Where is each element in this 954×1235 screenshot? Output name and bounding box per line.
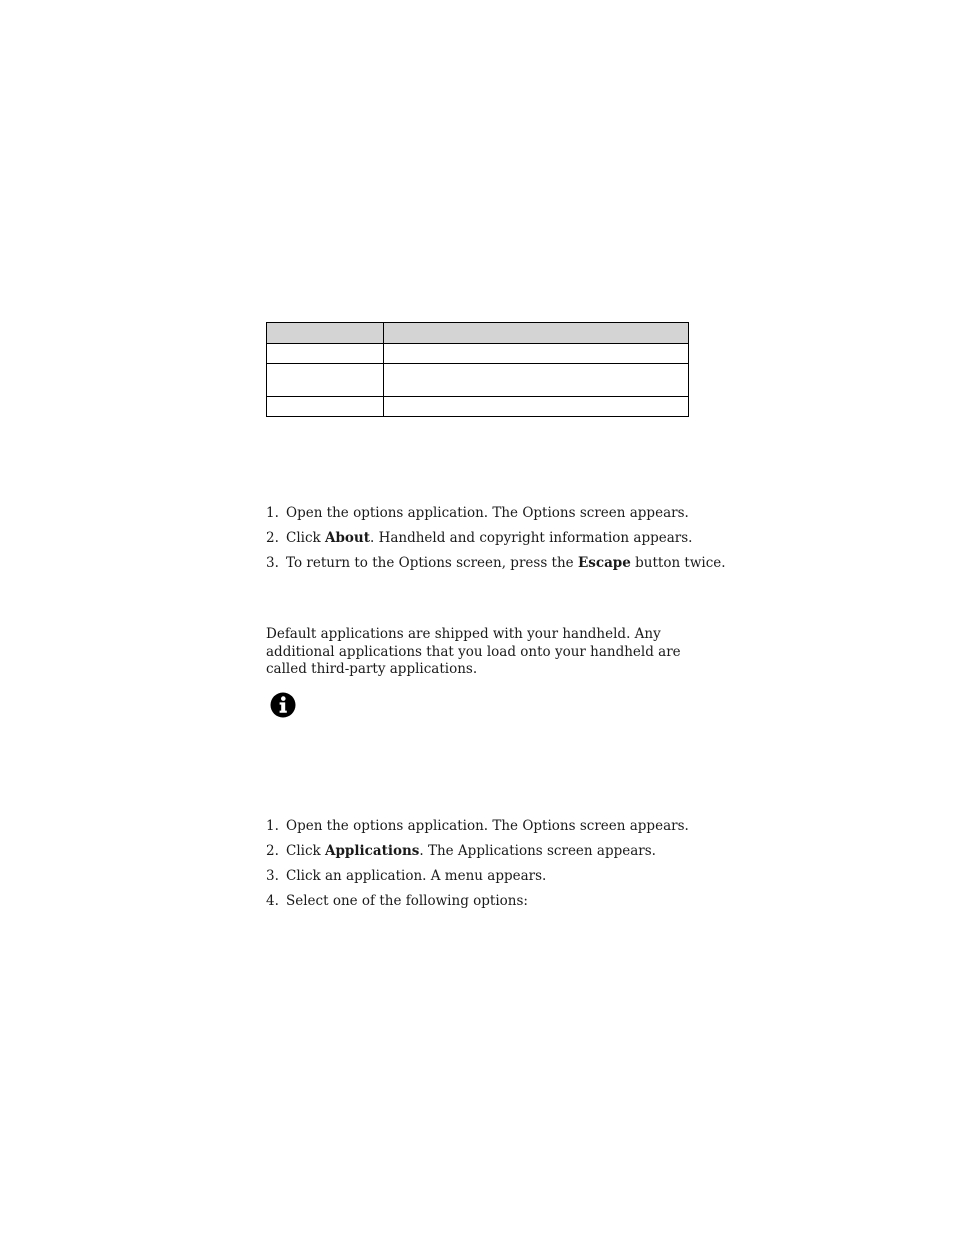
table-cell (384, 344, 689, 364)
table-row (267, 364, 689, 397)
escape-button-name: Escape (577, 555, 631, 571)
table-cell (267, 397, 384, 417)
applications-paragraph: Default applications are shipped with your handheld. Any additional applications that you load onto your handheld are called third-party applications. (266, 626, 681, 677)
step-number: 3. (266, 868, 279, 884)
step-number: 3. (266, 555, 279, 571)
step-text: Open the options application. The Options screen appears. (286, 505, 689, 521)
application-steps-list (266, 817, 689, 917)
about-menu-item-name: About (325, 530, 370, 546)
list-item (266, 529, 726, 547)
step-text: . The Applications screen appears. (419, 843, 656, 859)
step-number: 2. (266, 843, 279, 859)
step-text: To return to the Options screen, press the (286, 555, 578, 571)
list-item (266, 892, 689, 910)
applications-menu-item-name: Applications (325, 843, 420, 859)
table-header-row (267, 323, 689, 344)
step-text: Select one of the following options: (286, 893, 528, 909)
table-header-cell (267, 323, 384, 344)
step-number: 4. (266, 893, 279, 909)
step-number: 1. (266, 818, 279, 834)
list-item (266, 842, 689, 860)
step-text: button twice. (630, 555, 726, 571)
list-item (266, 867, 689, 885)
step-text: Click (286, 843, 325, 859)
table-header-cell (384, 323, 689, 344)
table-cell (267, 364, 384, 397)
table-cell (267, 344, 384, 364)
step-text: Open the options application. The Options screen appears. (286, 818, 689, 834)
step-text: Click (286, 530, 325, 546)
info-table (266, 322, 689, 417)
table-cell (384, 397, 689, 417)
list-item (266, 554, 726, 572)
about-steps-list (266, 504, 726, 579)
step-number: 2. (266, 530, 279, 546)
step-text: Click an application. A menu appears. (286, 868, 547, 884)
step-number: 1. (266, 505, 279, 521)
table-cell (384, 364, 689, 397)
table-row (267, 397, 689, 417)
list-item (266, 817, 689, 835)
table-row (267, 344, 689, 364)
list-item (266, 504, 726, 522)
information-icon (270, 692, 296, 718)
step-text: . Handheld and copyright information appears. (369, 530, 693, 546)
